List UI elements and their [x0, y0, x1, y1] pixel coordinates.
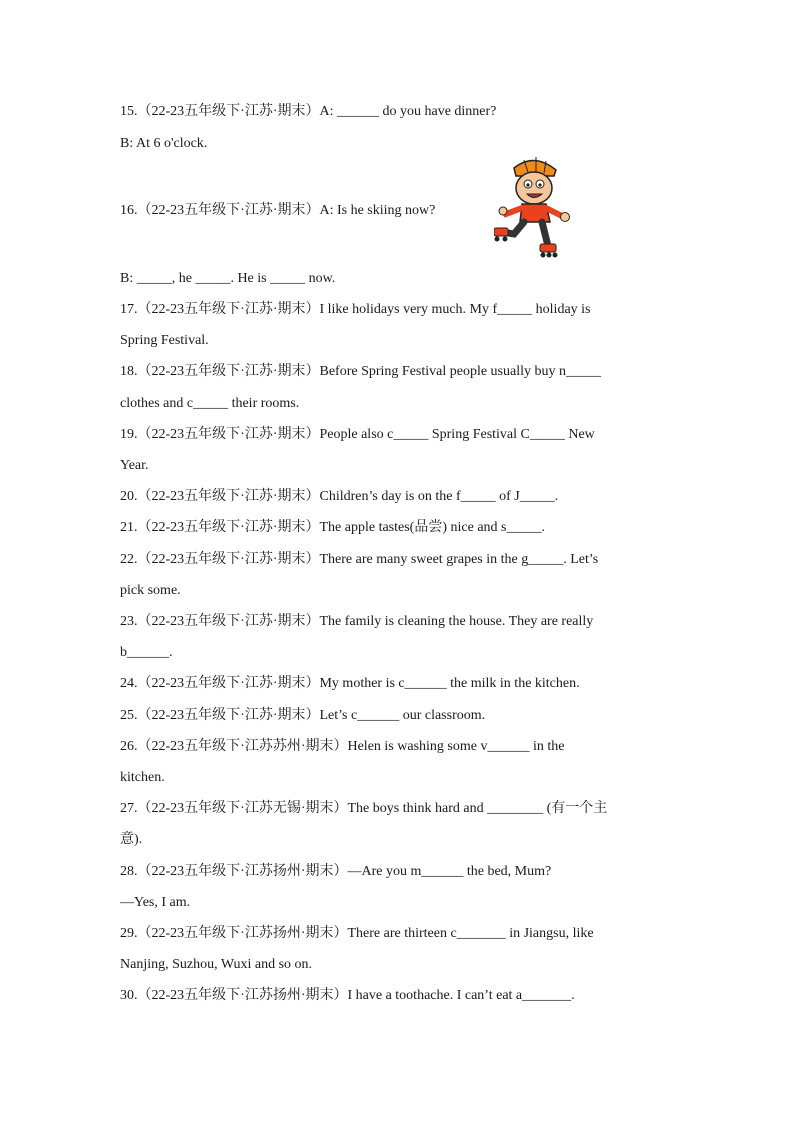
question-29-line-2: Nanjing, Suzhou, Wuxi and so on. [120, 957, 313, 972]
question-23-line-2: b______. [120, 645, 173, 660]
question-28-line-1: 28.（22-23五年级下·江苏扬州·期末）—Are you m______ the bed, Mum? [120, 864, 552, 879]
question-29-line-1: 29.（22-23五年级下·江苏扬州·期末）There are thirteen c_______ in Jiangsu, like [120, 926, 594, 941]
question-30-line-1: 30.（22-23五年级下·江苏扬州·期末）I have a toothache. I can’t eat a_______. [120, 988, 575, 1003]
question-21-line-1: 21.（22-23五年级下·江苏·期末）The apple tastes(品尝) nice and s_____. [120, 520, 545, 535]
question-28-line-2: —Yes, I am. [120, 895, 191, 910]
question-26-line-2: kitchen. [120, 770, 165, 785]
question-24-line-1: 24.（22-23五年级下·江苏·期末）My mother is c______ the milk in the kitchen. [120, 676, 580, 691]
question-16-line-2: B: _____, he _____. He is _____ now. [120, 271, 336, 286]
question-17-line-2: Spring Festival. [120, 333, 209, 348]
roller-skating-boy-icon [494, 154, 576, 258]
question-19-line-2: Year. [120, 458, 149, 473]
question-27-line-1: 27.（22-23五年级下·江苏无锡·期末）The boys think hard and ________ (有一个主 [120, 801, 608, 816]
question-25-line-1: 25.（22-23五年级下·江苏·期末）Let’s c______ our classroom. [120, 708, 486, 723]
question-16-line-1: 16.（22-23五年级下·江苏·期末）A: Is he skiing now? [120, 203, 436, 218]
question-17-line-1: 17.（22-23五年级下·江苏·期末）I like holidays very much. My f_____ holiday is [120, 302, 591, 317]
question-18-line-1: 18.（22-23五年级下·江苏·期末）Before Spring Festival people usually buy n_____ [120, 364, 602, 379]
question-22-line-2: pick some. [120, 583, 181, 598]
question-27-line-2: 意). [120, 832, 143, 847]
question-26-line-1: 26.（22-23五年级下·江苏苏州·期末）Helen is washing some v______ in the [120, 739, 565, 754]
question-18-line-2: clothes and c_____ their rooms. [120, 396, 300, 411]
question-20-line-1: 20.（22-23五年级下·江苏·期末）Children’s day is on the f_____ of J_____. [120, 489, 559, 504]
question-15-line-2: B: At 6 o'clock. [120, 136, 208, 151]
question-19-line-1: 19.（22-23五年级下·江苏·期末）People also c_____ Spring Festival C_____ New [120, 427, 595, 442]
question-22-line-1: 22.（22-23五年级下·江苏·期末）There are many sweet grapes in the g_____. Let’s [120, 552, 599, 567]
question-15-line-1: 15.（22-23五年级下·江苏·期末）A: ______ do you have dinner? [120, 104, 497, 119]
question-23-line-1: 23.（22-23五年级下·江苏·期末）The family is cleaning the house. They are really [120, 614, 594, 629]
